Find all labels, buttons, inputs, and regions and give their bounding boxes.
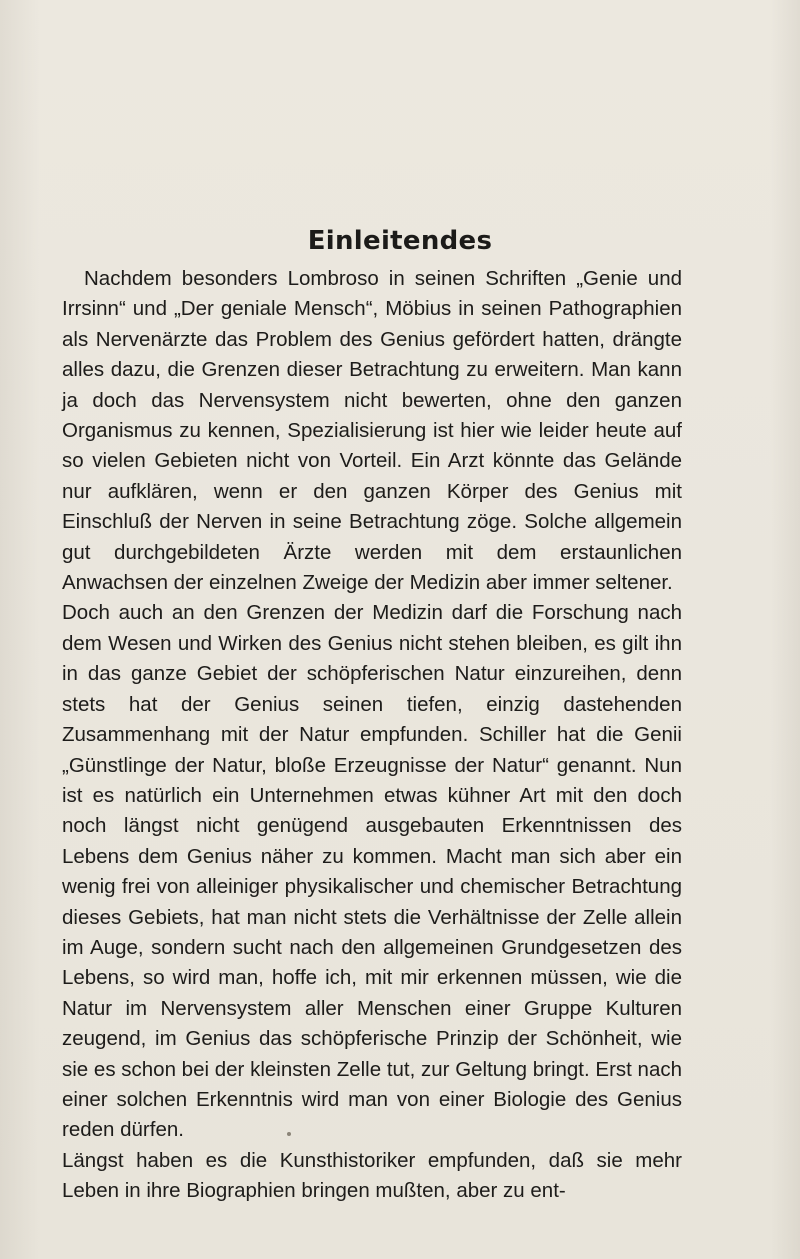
paragraph-2: Doch auch an den Grenzen der Medizin darf die Forschung nach dem Wesen und Wirken des Genius nicht stehen bleiben, es gilt ihn in das ganze Gebiet der schöpferischen Natur einzureihen, denn stets hat der Genius seinen tiefen, einzig dastehenden Zusammenhang mit der Natur empfunden. Schiller hat die Genii „Günstlinge der Natur, bloße Erzeugnisse der Natur“ genannt. Nun ist es natürlich ein Unternehmen etwas kühner Art mit den doch noch längst nicht genügend ausgebauten Erkenntnissen des Lebens dem Genius näher zu kommen. Macht man sich aber ein wenig frei von alleiniger physikalischer und chemischer Betrachtung dieses Gebiets, hat man nicht stets die Verhältnisse der Zelle allein im Auge, sondern sucht nach den allgemeinen Grundgesetzen des Lebens, so wird man, hoffe ich, mit mir erkennen müssen, wie die Natur im Nervensystem aller Menschen einer Gruppe Kulturen zeugend, im Genius das schöpferische Prinzip der Schönheit, wie sie es schon bei der kleinsten Zelle tut, zur Geltung bringt. Erst nach einer solchen Erkenntnis wird man von einer Biologie des Genius reden dürfen. <box>62 601 682 1142</box>
chapter-heading: Einleitendes <box>307 226 493 256</box>
body-text <box>62 264 682 1207</box>
paragraph-3: Längst haben es die Kunsthistoriker empfunden, daß sie mehr Leben in ihre Biographien bringen mußten, aber zu ent- <box>62 1148 682 1203</box>
ink-speck-icon <box>287 1132 291 1136</box>
paragraph-1: Nachdem besonders Lombroso in seinen Schriften „Genie und Irrsinn“ und „Der geniale Mensch“, Möbius in seinen Pathographien als Nervenärzte das Problem des Genius gefördert hatten, drängte alles dazu, die Grenzen dieser Betrachtung zu erweitern. Man kann ja doch das Nervensystem nicht bewerten, ohne den ganzen Organismus zu kennen, Spezialisierung ist hier wie leider heute auf so vielen Gebieten nicht von Vorteil. Ein Arzt könnte das Gelände nur aufklären, wenn er den ganzen Körper des Genius mit Einschluß der Nerven in seine Betrachtung zöge. Solche allgemein gut durchgebildeten Ärzte werden mit dem erstaunlichen Anwachsen der einzelnen Zweige der Medizin aber immer seltener. <box>62 267 682 595</box>
